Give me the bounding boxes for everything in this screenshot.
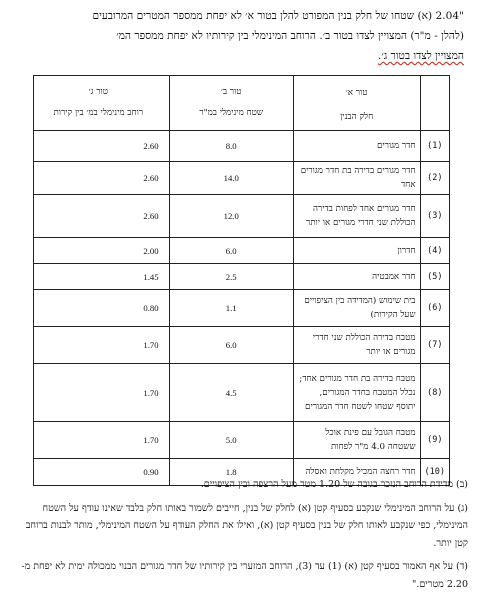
row-part: חדר אמבטיה <box>293 264 420 290</box>
row-part: חדר מגורים אחד לפחות בדירה הכוללת שני חדרי מגורים או יותר <box>293 195 420 238</box>
header-col-b <box>169 76 293 131</box>
header-col-b-subtitle: שטח מינימלי במ"ר <box>199 108 264 118</box>
row-part: מטבח בדירה בת חדר מגורים אחד; נכלל המטבח בחדר המגורים, יתוסף שטחו לשטח חדר המגורים <box>293 364 420 422</box>
table-row <box>34 131 450 162</box>
row-number: (10) <box>420 459 450 486</box>
intro-paragraph <box>12 6 464 66</box>
table-row <box>34 364 450 422</box>
table-row <box>34 264 450 290</box>
header-num <box>420 76 450 131</box>
intro-line-3: המצויין לצדו בטור ג׳. <box>377 50 464 62</box>
row-min-area: 6.0 <box>169 327 293 364</box>
row-part: בית שימוש (המדידה בין הציפויים שעל הקירות) <box>293 290 420 327</box>
header-col-g <box>34 76 170 131</box>
table-body <box>34 131 450 486</box>
table-row <box>34 422 450 459</box>
row-min-area: 5.0 <box>169 422 293 459</box>
row-min-width: 0.80 <box>34 290 170 327</box>
row-number: (6) <box>420 290 450 327</box>
header-col-a-title: טור א׳ <box>345 88 368 98</box>
header-col-g-title: טור ג׳ <box>88 87 108 97</box>
table-row <box>34 327 450 364</box>
row-min-area: 14.0 <box>169 162 293 195</box>
row-part: חדר מגורים <box>293 131 420 162</box>
row-part: חדר רחצה המכיל מקלחת ואסלה <box>293 459 420 486</box>
row-min-width: 1.45 <box>34 264 170 290</box>
row-number: (1) <box>420 131 450 162</box>
intro-line-2: (להלן - מ"ר) המצויין לצדו בטור ב׳. הרוחב המינימלי בין קירותיו לא יפחת ממספר המ׳ <box>116 30 464 42</box>
row-min-width: 2.60 <box>34 162 170 195</box>
note-b: (ב) מדידת הרוחב הנזכר בגובה של 1.20 מטר מעל הרצפה ובין הציפויים. <box>200 479 468 490</box>
table-row <box>34 290 450 327</box>
row-min-width: 0.90 <box>34 459 170 486</box>
row-min-area: 4.5 <box>169 364 293 422</box>
requirements-table <box>33 75 450 486</box>
row-number: (8) <box>420 364 450 422</box>
row-min-width: 1.70 <box>34 327 170 364</box>
row-part: מטבח בדירה הכוללת שני חדרי מגורים או יותר <box>293 327 420 364</box>
row-number: (9) <box>420 422 450 459</box>
row-min-area: 1.8 <box>169 459 293 486</box>
row-min-width: 2.60 <box>34 195 170 238</box>
notes-section <box>18 476 468 599</box>
row-min-area: 2.5 <box>169 264 293 290</box>
table-row <box>34 238 450 264</box>
row-min-width: 1.70 <box>34 422 170 459</box>
note-g: (ג) על הרוחב המינימלי שנקבע בסעיף קטן (א) לחלק של בנין, חייבים לשמור באותו חלק בלבד שאינו עודף על השטח המינימלי, כפי שנקבע לאותו חלק של בנין בסעיף קטן (א), ואילו את החלק העודף על השטח המינימלי, מותר לבנות ברוחב קטן יותר. <box>25 502 468 549</box>
row-min-width: 2.00 <box>34 238 170 264</box>
table-row <box>34 162 450 195</box>
row-min-width: 1.70 <box>34 364 170 422</box>
row-number: (7) <box>420 327 450 364</box>
row-min-width: 2.60 <box>34 131 170 162</box>
table-row <box>34 195 450 238</box>
row-min-area: 12.0 <box>169 195 293 238</box>
row-min-area: 1.1 <box>169 290 293 327</box>
header-col-b-title: טור ב׳ <box>220 87 242 97</box>
intro-line-1: "2.04 (א) שטחו של חלק בנין המפורט להלן בטור א׳ לא יפחת ממספר המטרים המרובעים <box>92 10 464 22</box>
note-d: (ד) על אף האמור בסעיף קטן (א) (1) עד (3), הרוחב המזערי בין קירותיו של חדר מגורים הבנוי ממכולה ימית לא יפחת מ- 2.20 מטרים." <box>21 561 468 590</box>
row-min-area: 8.0 <box>169 131 293 162</box>
header-col-a <box>293 76 420 131</box>
row-min-area: 6.0 <box>169 238 293 264</box>
row-part: מטבח הגובל עם פינת אוכל ששטחה 4.0 מ"ר לפחות <box>293 422 420 459</box>
header-col-g-subtitle: רוחב מינימלי במ׳ בין קירות <box>53 108 144 118</box>
row-part: חדר מגורים בדירה בת חדר מגורים אחד <box>293 162 420 195</box>
row-number: (2) <box>420 162 450 195</box>
row-number: (5) <box>420 264 450 290</box>
table-header-row <box>34 76 450 131</box>
row-part: חדרון <box>293 238 420 264</box>
row-number: (3) <box>420 195 450 238</box>
row-number: (4) <box>420 238 450 264</box>
header-col-a-subtitle: חלק הבנין <box>340 112 374 122</box>
